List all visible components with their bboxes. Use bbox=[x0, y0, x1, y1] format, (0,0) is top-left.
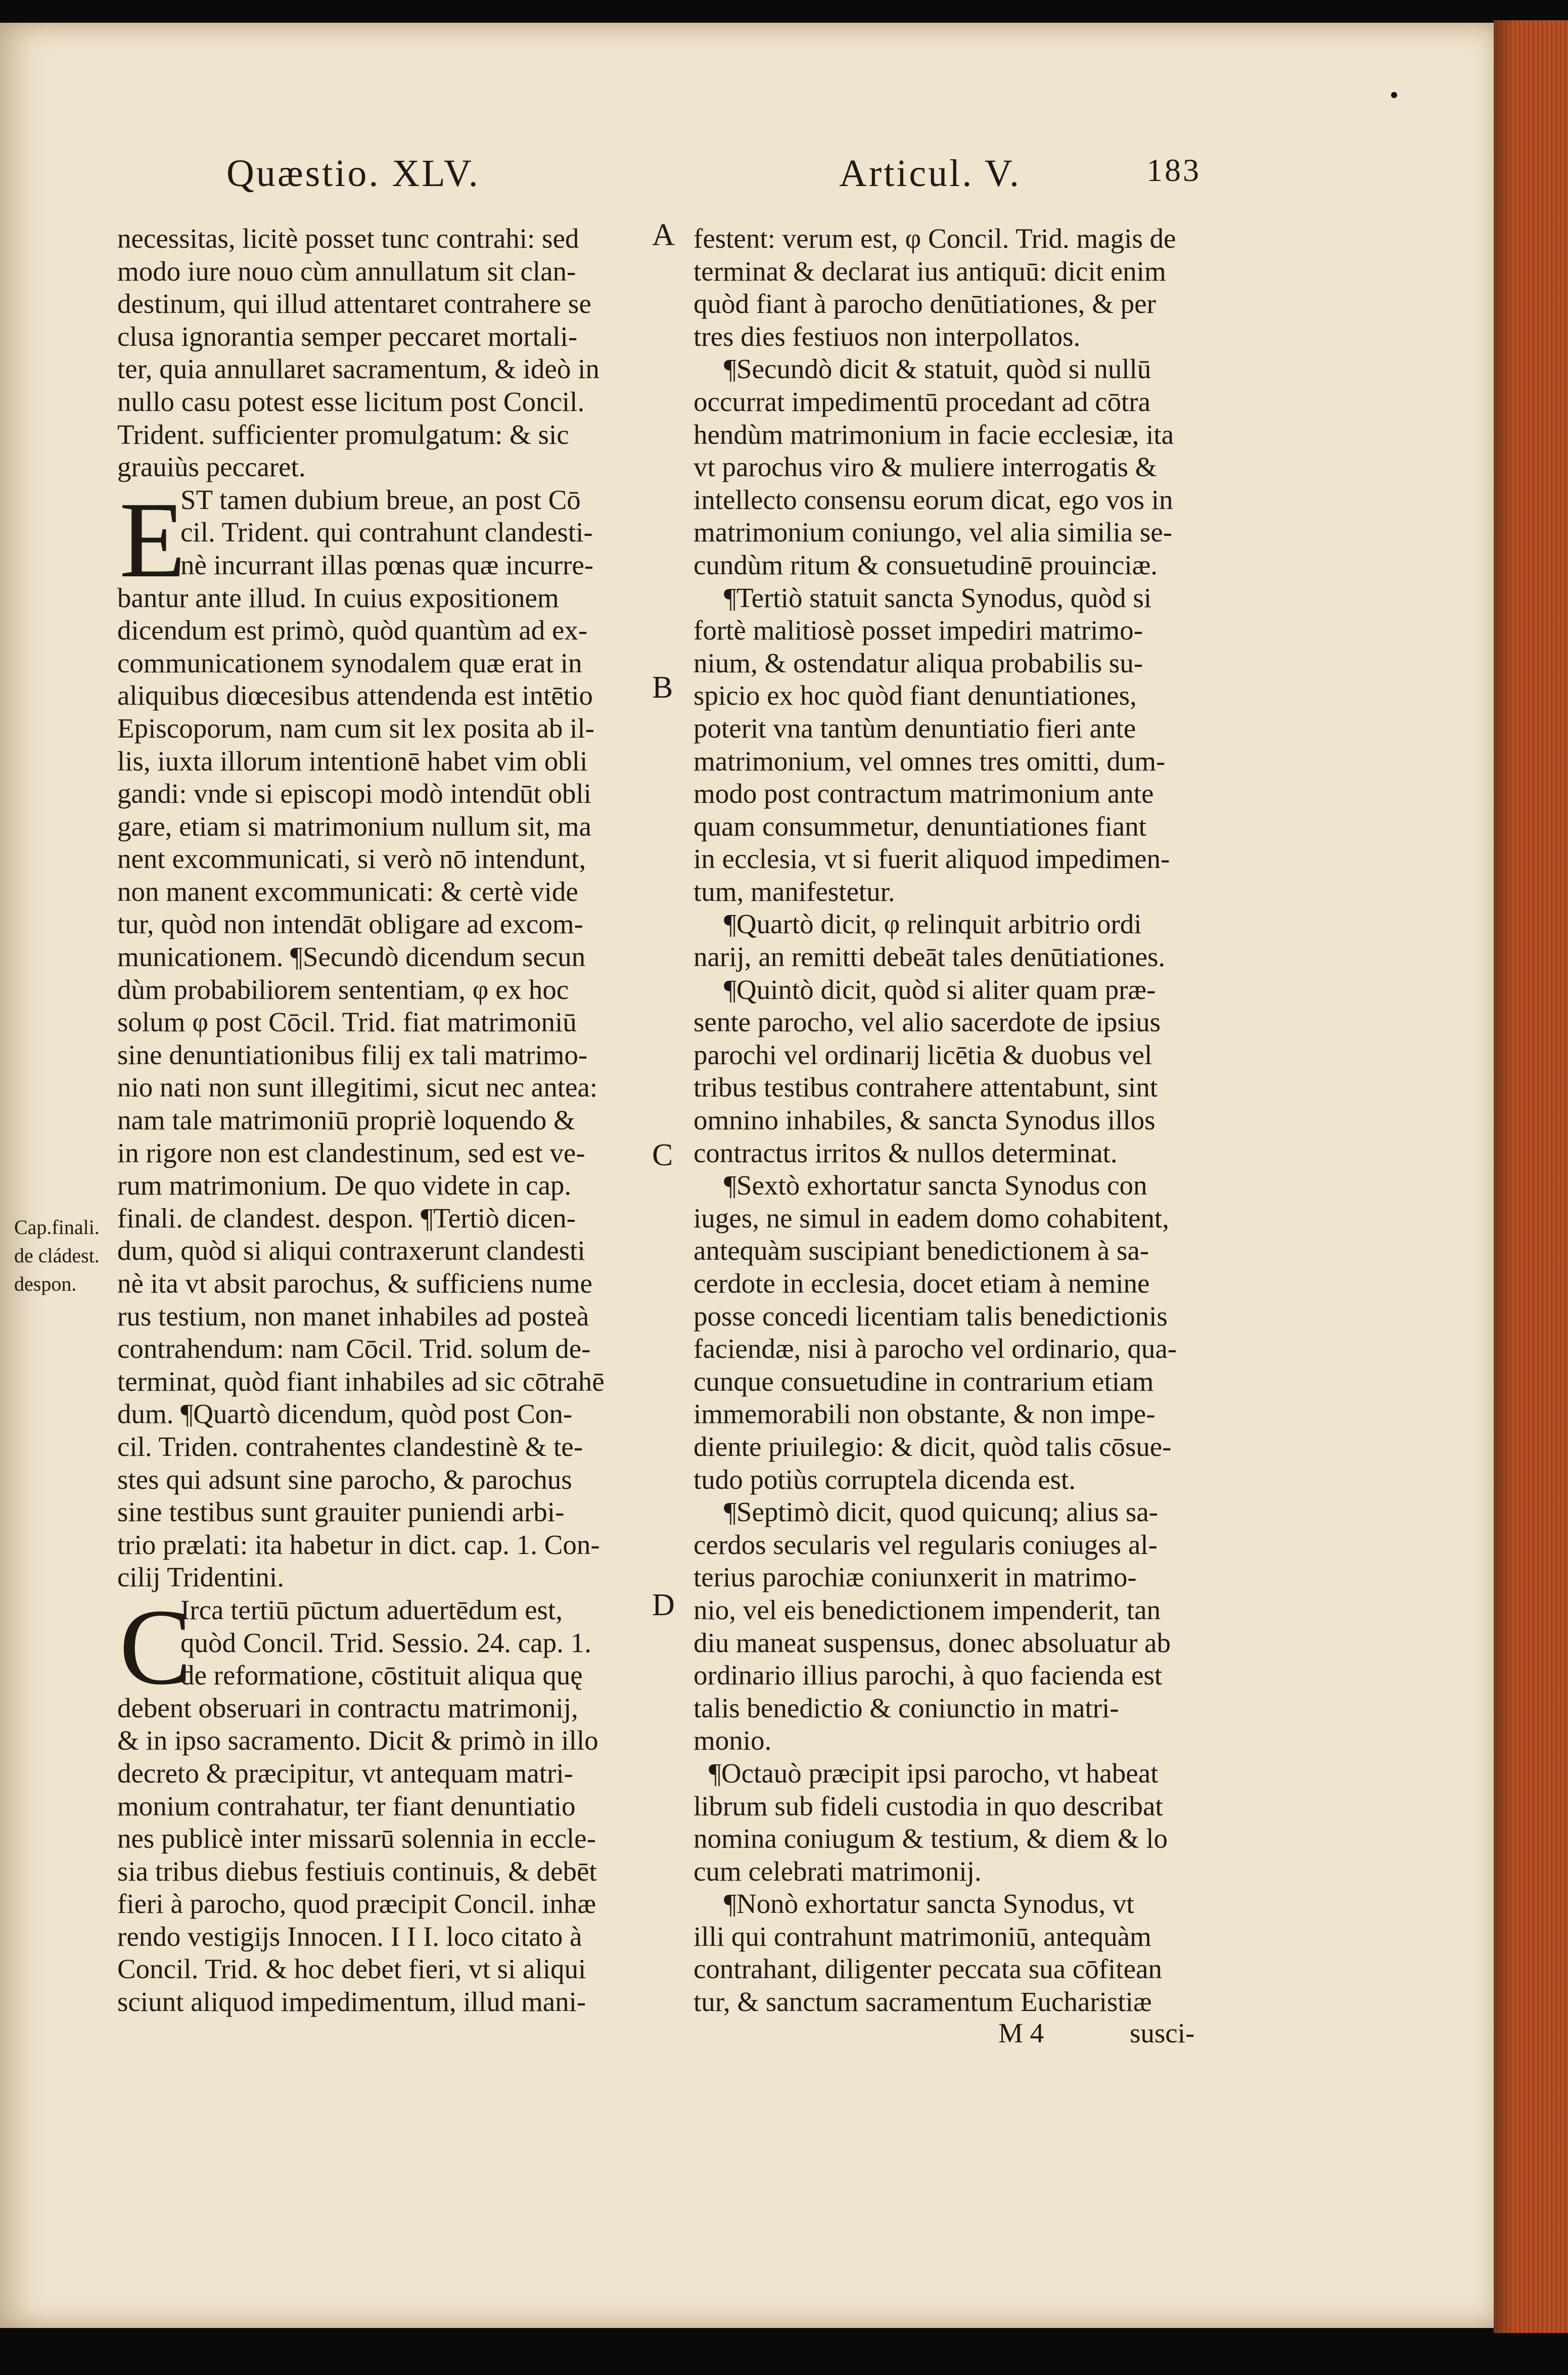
text-line: non manent excommunicati: & certè vide bbox=[117, 876, 578, 907]
right-column bbox=[694, 222, 1177, 2019]
text-line: tur, & sanctum sacramentum Eucharistiæ bbox=[694, 1986, 1152, 2018]
text-line: diu maneat suspensus, donec absoluatur ab bbox=[694, 1627, 1171, 1658]
text-line: Concil. Trid. & hoc debet fieri, vt si aliqui bbox=[117, 1953, 586, 1985]
text-line: tres dies festiuos non interpollatos. bbox=[694, 321, 1081, 352]
text-line: municationem. ¶Secundò dicendum secun bbox=[117, 941, 586, 973]
running-head-right: Articul. V. bbox=[839, 152, 1021, 195]
text-line: cil. Trident. qui contrahunt clandesti- bbox=[180, 517, 593, 548]
text-line: iuges, ne simul in eadem domo cohabitent, bbox=[694, 1202, 1169, 1234]
text-line: tur, quòd non intendāt obligare ad excom- bbox=[117, 908, 583, 940]
text-line: quòd fiant à parocho denūtiationes, & per bbox=[694, 288, 1156, 319]
text-line: parochi vel ordinarij licētia & duobus vel bbox=[694, 1039, 1152, 1070]
text-line: cunque consuetudine in contrarium etiam bbox=[694, 1365, 1154, 1397]
text-line: grauiùs peccaret. bbox=[117, 451, 306, 483]
text-line: communicationem synodalem quæ erat in bbox=[117, 647, 582, 678]
text-line: & in ipso sacramento. Dicit & primò in illo bbox=[117, 1725, 598, 1756]
text-line: nullo casu potest esse licitum post Concil. bbox=[117, 386, 585, 417]
text-line: sine denuntiationibus filij ex tali matrimo- bbox=[117, 1039, 588, 1070]
text-line: vt parochus viro & muliere interrogatis & bbox=[694, 451, 1157, 483]
text-line: immemorabili non obstante, & non impe- bbox=[694, 1398, 1156, 1430]
text-line: nomina coniugum & testium, & diem & lo bbox=[694, 1823, 1168, 1854]
text-line: trio prælati: ita habetur in dict. cap. 1. Con- bbox=[117, 1529, 600, 1560]
text-line: ¶Quintò dicit, quòd si aliter quam præ- bbox=[724, 974, 1156, 1005]
text-line: nes publicè inter missarū solennia in eccle- bbox=[117, 1823, 596, 1854]
text-line: modo post contractum matrimonium ante bbox=[694, 778, 1154, 809]
text-line: dùm probabiliorem sententiam, φ ex hoc bbox=[117, 974, 569, 1005]
margin-note-line: de cládest. bbox=[14, 1244, 100, 1267]
text-line: rum matrimonium. De quo videte in cap. bbox=[117, 1170, 572, 1201]
text-line: nio, vel eis benedictionem impenderit, tan bbox=[694, 1594, 1161, 1625]
text-line: cerdote in ecclesia, docet etiam à nemine bbox=[694, 1268, 1150, 1299]
text-line: quòd Concil. Trid. Sessio. 24. cap. 1. bbox=[180, 1627, 591, 1658]
text-line: diente priuilegio: & dicit, quòd talis cōsue- bbox=[694, 1431, 1172, 1462]
text-line: hendùm matrimonium in facie ecclesiæ, ita bbox=[694, 419, 1174, 450]
catchword: susci- bbox=[1130, 2018, 1195, 2048]
text-line: nè incurrant illas pœnas quæ incurre- bbox=[180, 549, 594, 580]
text-line: cundùm ritum & consuetudinē prouinciæ. bbox=[694, 549, 1158, 580]
text-line: festent: verum est, φ Concil. Trid. magis de bbox=[694, 223, 1176, 254]
text-line: ST tamen dubium breue, an post Cō bbox=[180, 484, 581, 515]
text-line: antequàm suscipiant benedictionem à sa- bbox=[694, 1235, 1149, 1266]
margin-letter-a: A bbox=[652, 218, 675, 252]
text-line: matrimonium, vel omnes tres omitti, dum- bbox=[694, 745, 1166, 777]
margin-letter-d: D bbox=[652, 1588, 675, 1622]
text-line: tribus testibus contrahere attentabunt, sint bbox=[694, 1072, 1158, 1103]
text-line: fieri à parocho, quod præcipit Concil. inhæ bbox=[117, 1888, 596, 1920]
text-line: Episcoporum, nam cum sit lex posita ab il- bbox=[117, 712, 594, 744]
text-line: faciendæ, nisi à parocho vel ordinario, qua- bbox=[694, 1333, 1177, 1364]
margin-letter-c: C bbox=[652, 1138, 673, 1172]
text-line: ¶Tertiò statuit sancta Synodus, quòd si bbox=[724, 582, 1152, 613]
text-line: terius parochiæ coniunxerit in matrimo- bbox=[694, 1562, 1137, 1593]
text-line: contrahendum: nam Cōcil. Trid. solum de- bbox=[117, 1333, 591, 1364]
text-line: rus testium, non manet inhabiles ad posteà bbox=[117, 1300, 589, 1332]
text-line: quam consummetur, denuntiationes fiant bbox=[694, 810, 1146, 842]
text-line: ¶Secundò dicit & statuit, quòd si nullū bbox=[724, 353, 1151, 385]
text-line: modo iure nouo cùm annullatum sit clan- bbox=[117, 255, 576, 287]
text-line: debent obseruari in contractu matrimonij, bbox=[117, 1692, 578, 1723]
text-line: nium, & ostendatur aliqua probabilis su- bbox=[694, 647, 1143, 678]
text-line: cil. Triden. contrahentes clandestinè & te- bbox=[117, 1431, 583, 1462]
text-line: terminat, quòd fiant inhabiles ad sic cōtrahē bbox=[117, 1365, 605, 1397]
text-line: finali. de clandest. despon. ¶Tertiò dicen- bbox=[117, 1202, 576, 1234]
text-line: ¶Sextò exhortatur sancta Synodus con bbox=[724, 1170, 1147, 1201]
text-line: illi qui contrahunt matrimoniū, antequàm bbox=[694, 1921, 1151, 1952]
text-line: sciunt aliquod impedimentum, illud mani- bbox=[117, 1986, 586, 2018]
text-line: gandi: vnde si episcopi modò intendūt obli bbox=[117, 778, 591, 809]
text-line: dum, quòd si aliqui contraxerunt clandesti bbox=[117, 1235, 585, 1266]
text-line: necessitas, licitè posset tunc contrahi: sed bbox=[117, 223, 579, 254]
text-line: sia tribus diebus festiuis continuis, & debēt bbox=[117, 1855, 597, 1887]
text-line: fortè malitiosè posset impediri matrimo- bbox=[694, 615, 1143, 646]
text-line: contrahant, diligenter peccata sua cōfitean bbox=[694, 1953, 1162, 1985]
text-line: omnino inhabiles, & sancta Synodus illos bbox=[694, 1105, 1156, 1136]
drop-cap-c: C bbox=[119, 1586, 192, 1707]
text-line: posse concedi licentiam talis benedictionis bbox=[694, 1300, 1168, 1332]
margin-note-line: despon. bbox=[14, 1272, 77, 1295]
text-line: Irca tertiū pūctum aduertēdum est, bbox=[180, 1594, 563, 1625]
text-line: nio nati non sunt illegitimi, sicut nec antea: bbox=[117, 1072, 598, 1103]
text-line: poterit vna tantùm denuntiatio fieri ante bbox=[694, 712, 1136, 744]
text-line: bantur ante illud. In cuius expositionem bbox=[117, 582, 559, 613]
running-head-left: Quæstio. XLV. bbox=[226, 152, 480, 195]
text-line: librum sub fideli custodia in quo describat bbox=[694, 1790, 1163, 1821]
text-line: monio. bbox=[694, 1725, 772, 1756]
text-line: lis, iuxta illorum intentionē habet vim obli bbox=[117, 745, 588, 777]
left-column bbox=[117, 222, 605, 2019]
text-line: rendo vestigijs Innocen. I I I. loco citato à bbox=[117, 1921, 582, 1952]
text-line: cilij Tridentini. bbox=[117, 1562, 285, 1593]
text-line: ¶Nonò exhortatur sancta Synodus, vt bbox=[724, 1888, 1134, 1920]
text-line: nè ita vt absit parochus, & sufficiens nume bbox=[117, 1268, 592, 1299]
text-line: terminat & declarat ius antiquū: dicit enim bbox=[694, 255, 1166, 287]
margin-note-line: Cap.finali. bbox=[14, 1216, 100, 1239]
text-line: solum φ post Cōcil. Trid. fiat matrimoniū bbox=[117, 1007, 577, 1038]
drop-cap-e: E bbox=[119, 479, 186, 600]
text-line: narij, an remitti debeāt tales denūtiationes. bbox=[694, 941, 1166, 973]
text-line: nam tale matrimoniū propriè loquendo & bbox=[117, 1105, 575, 1136]
text-line: in rigore non est clandestinum, sed est ve- bbox=[117, 1137, 585, 1168]
text-line: ter, quia annullaret sacramentum, & ideò in bbox=[117, 353, 599, 385]
text-line: dicendum est primò, quòd quantùm ad ex- bbox=[117, 615, 588, 646]
text-line: cerdos secularis vel regularis coniuges al- bbox=[694, 1529, 1158, 1560]
text-line: ¶Octauò præcipit ipsi parocho, vt habeat bbox=[709, 1757, 1159, 1789]
text-line: matrimonium coniungo, vel alia similia se- bbox=[694, 517, 1173, 548]
text-line: ¶Septimò dicit, quod quicunq; alius sa- bbox=[724, 1496, 1158, 1528]
page-number: 183 bbox=[1146, 152, 1201, 188]
text-line: tum, manifestetur. bbox=[694, 876, 895, 907]
text-line: Trident. sufficienter promulgatum: & sic bbox=[117, 419, 569, 450]
signature-mark: M 4 bbox=[998, 2018, 1044, 2048]
text-line: destinum, qui illud attentaret contrahere se bbox=[117, 288, 591, 319]
text-line: nent excommunicati, si verò nō intendunt, bbox=[117, 843, 586, 875]
text-line: sente parocho, vel alio sacerdote de ipsius bbox=[694, 1007, 1161, 1038]
page-edge bbox=[1494, 20, 1568, 2333]
text-line: stes qui adsunt sine parocho, & parochus bbox=[117, 1464, 572, 1495]
text-line: ¶Quartò dicit, φ relinquit arbitrio ordi bbox=[724, 908, 1142, 940]
text-line: occurrat impedimentū procedant ad cōtra bbox=[694, 386, 1151, 417]
text-line: gare, etiam si matrimonium nullum sit, ma bbox=[117, 810, 591, 842]
ink-speck bbox=[1391, 92, 1397, 98]
text-line: aliquibus diœcesibus attendenda est intētio bbox=[117, 680, 593, 711]
text-line: contractus irritos & nullos determinat. bbox=[694, 1137, 1118, 1168]
margin-note bbox=[14, 1213, 100, 1298]
text-line: cum celebrati matrimonij. bbox=[694, 1855, 982, 1887]
text-line: de reformatione, cōstituit aliqua quę bbox=[180, 1660, 583, 1691]
text-line: talis benedictio & coniunctio in matri- bbox=[694, 1692, 1119, 1723]
text-line: ordinario illius parochi, à quo facienda est bbox=[694, 1660, 1163, 1691]
text-line: clusa ignorantia semper peccaret mortali- bbox=[117, 321, 578, 352]
text-line: dum. ¶Quartò dicendum, quòd post Con- bbox=[117, 1398, 573, 1430]
text-line: intellecto consensu eorum dicat, ego vos in bbox=[694, 484, 1173, 515]
margin-letter-b: B bbox=[652, 670, 673, 705]
text-line: monium contrahatur, ter fiant denuntiatio bbox=[117, 1790, 576, 1821]
text-line: tudo potiùs corruptela dicenda est. bbox=[694, 1464, 1076, 1495]
text-line: sine testibus sunt grauiter puniendi arbi- bbox=[117, 1496, 565, 1528]
text-line: decreto & præcipitur, vt antequam matri- bbox=[117, 1757, 573, 1789]
text-line: in ecclesia, vt si fuerit aliquod impedimen- bbox=[694, 843, 1170, 875]
text-line: spicio ex hoc quòd fiant denuntiationes, bbox=[694, 680, 1137, 711]
